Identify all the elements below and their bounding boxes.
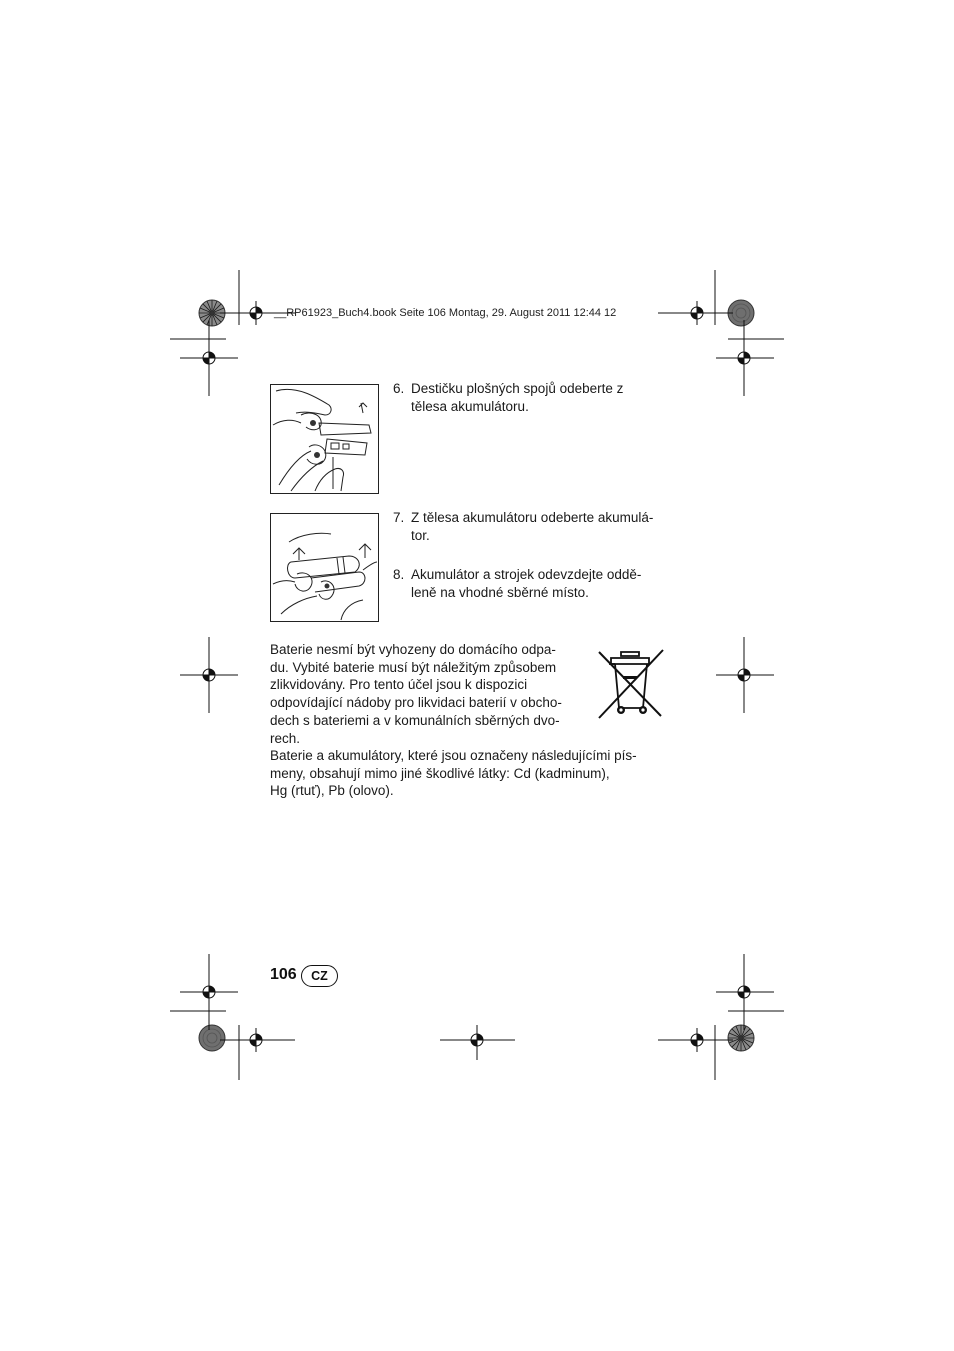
step-number: 8. — [393, 567, 405, 582]
page-number: 106 — [270, 966, 297, 983]
step-text: Z tělesa akumulátoru odeberte akumulá- tor. — [411, 510, 654, 543]
step-number: 6. — [393, 381, 405, 396]
step-7 — [393, 509, 683, 549]
crossed-out-wheelie-bin-icon — [595, 648, 667, 722]
step-text: Destičku plošných spojů odeberte z tělesa akumulátoru. — [411, 381, 624, 414]
print-info-header: __RP61923_Buch4.book Seite 106 Montag, 29. August 2011 12:44 12 — [274, 307, 617, 319]
hazard-paragraph: Baterie a akumulátory, které jsou označeny následujícími pís- meny, obsahují mimo jiné škodlivé látky: Cd (kadminum), Hg (rtuť), Pb (olovo). — [270, 748, 637, 799]
figure-remove-pcb — [270, 384, 379, 494]
step-6 — [393, 380, 683, 420]
hands-pcb-illustration — [271, 385, 378, 493]
figure-remove-battery — [270, 513, 379, 622]
language-badge: CZ — [301, 965, 338, 987]
step-8 — [393, 566, 683, 606]
step-text: Akumulátor a strojek odevzdejte oddě- leně na vhodné sběrné místo. — [411, 567, 642, 600]
disposal-paragraph: Baterie nesmí být vyhozeny do domácího odpa- du. Vybité baterie musí být náležitým způsobem zlikvidovány. Pro tento účel jsou k dispozici odpovídající nádoby pro likvidaci baterií v obcho- dech s bateriemi a v komunálních sběrných dvo- rech. — [270, 642, 562, 746]
step-number: 7. — [393, 510, 405, 525]
hands-battery-illustration — [271, 514, 378, 621]
